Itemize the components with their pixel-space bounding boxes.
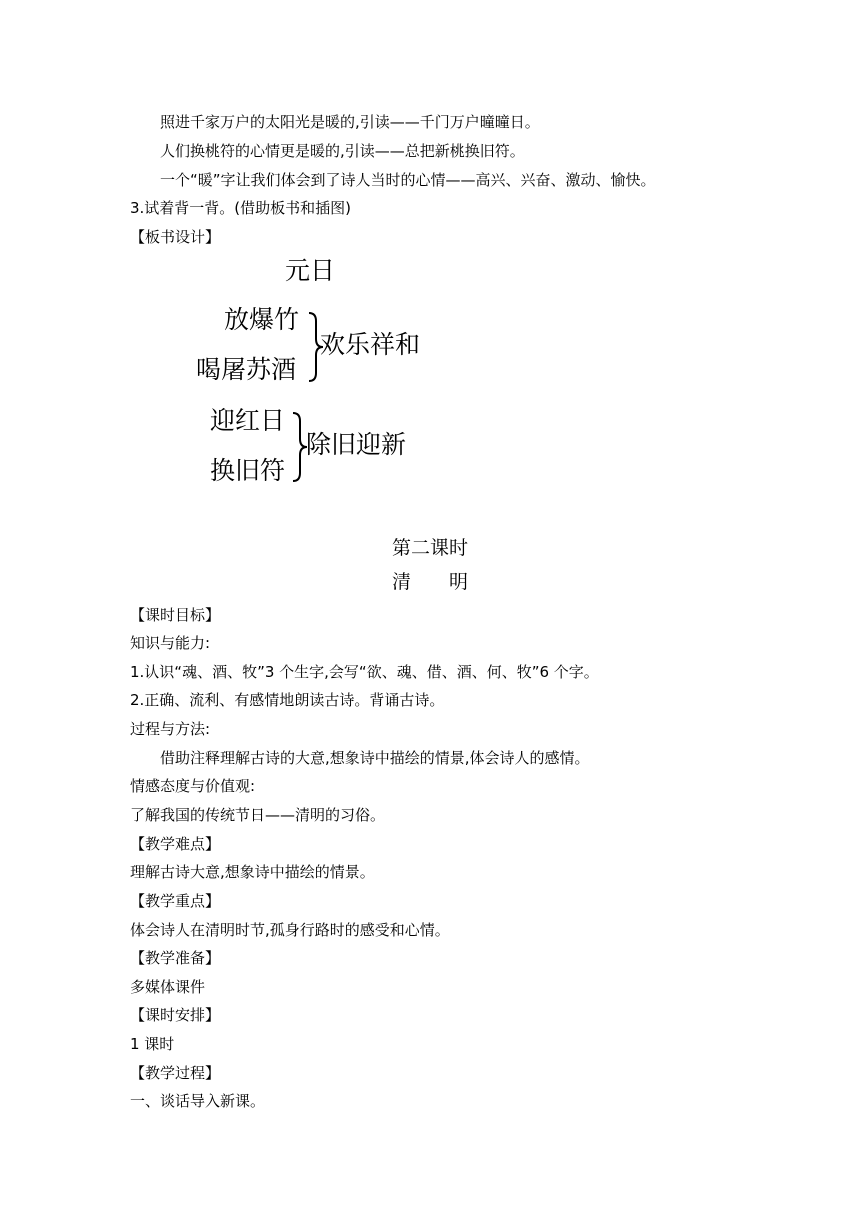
emotion-text: 了解我国的传统节日——清明的习俗。 <box>130 806 386 824</box>
difficulty-text: 理解古诗大意,想象诗中描绘的情景。 <box>130 863 375 881</box>
knowledge-item-1: 1.认识“魂、酒、牧”3 个生字,会写“欲、魂、借、酒、何、牧”6 个字。 <box>130 663 599 681</box>
lesson-title: 第二课时 <box>391 537 468 559</box>
preparation-heading: 【教学准备】 <box>130 949 221 967</box>
knowledge-item-2: 2.正确、流利、有感情地朗读古诗。背诵古诗。 <box>130 691 445 709</box>
board-item-tusu-wine: 喝屠苏酒 <box>196 355 297 384</box>
step-3-recite: 3.试着背一背。(借助板书和插图) <box>130 199 352 217</box>
process-label: 过程与方法: <box>130 720 211 738</box>
board-title: 元日 <box>285 256 336 285</box>
board-item-red-sun: 迎红日 <box>210 406 286 435</box>
goals-heading: 【课时目标】 <box>130 606 221 624</box>
difficulty-heading: 【教学难点】 <box>130 835 221 853</box>
board-summary-renewal: 除旧迎新 <box>306 430 407 459</box>
process-text: 借助注释理解古诗的大意,想象诗中描绘的情景,体会诗人的感情。 <box>160 749 590 767</box>
teaching-process-heading: 【教学过程】 <box>130 1064 221 1082</box>
board-item-old-charm: 换旧符 <box>210 456 286 485</box>
paragraph-peach-charm: 人们换桃符的心情更是暖的,引读——总把新桃换旧符。 <box>160 142 525 160</box>
board-item-firecrackers: 放爆竹 <box>224 305 300 334</box>
paragraph-warm-word: 一个“暖”字让我们体会到了诗人当时的心情——高兴、兴奋、激动、愉快。 <box>160 171 656 189</box>
emotion-label: 情感态度与价值观: <box>130 777 256 795</box>
preparation-text: 多媒体课件 <box>130 978 206 996</box>
schedule-text: 1 课时 <box>130 1035 175 1053</box>
poem-title: 清 明 <box>391 571 468 593</box>
board-design-heading: 【板书设计】 <box>130 228 221 246</box>
schedule-heading: 【课时安排】 <box>130 1006 221 1024</box>
knowledge-label: 知识与能力: <box>130 634 211 652</box>
key-point-heading: 【教学重点】 <box>130 892 221 910</box>
step-1-intro: 一、谈话导入新课。 <box>130 1092 266 1110</box>
key-point-text: 体会诗人在清明时节,孤身行路时的感受和心情。 <box>130 921 450 939</box>
paragraph-sunlight: 照进千家万户的太阳光是暖的,引读——千门万户曈曈日。 <box>160 113 540 131</box>
board-summary-joy: 欢乐祥和 <box>320 330 421 359</box>
